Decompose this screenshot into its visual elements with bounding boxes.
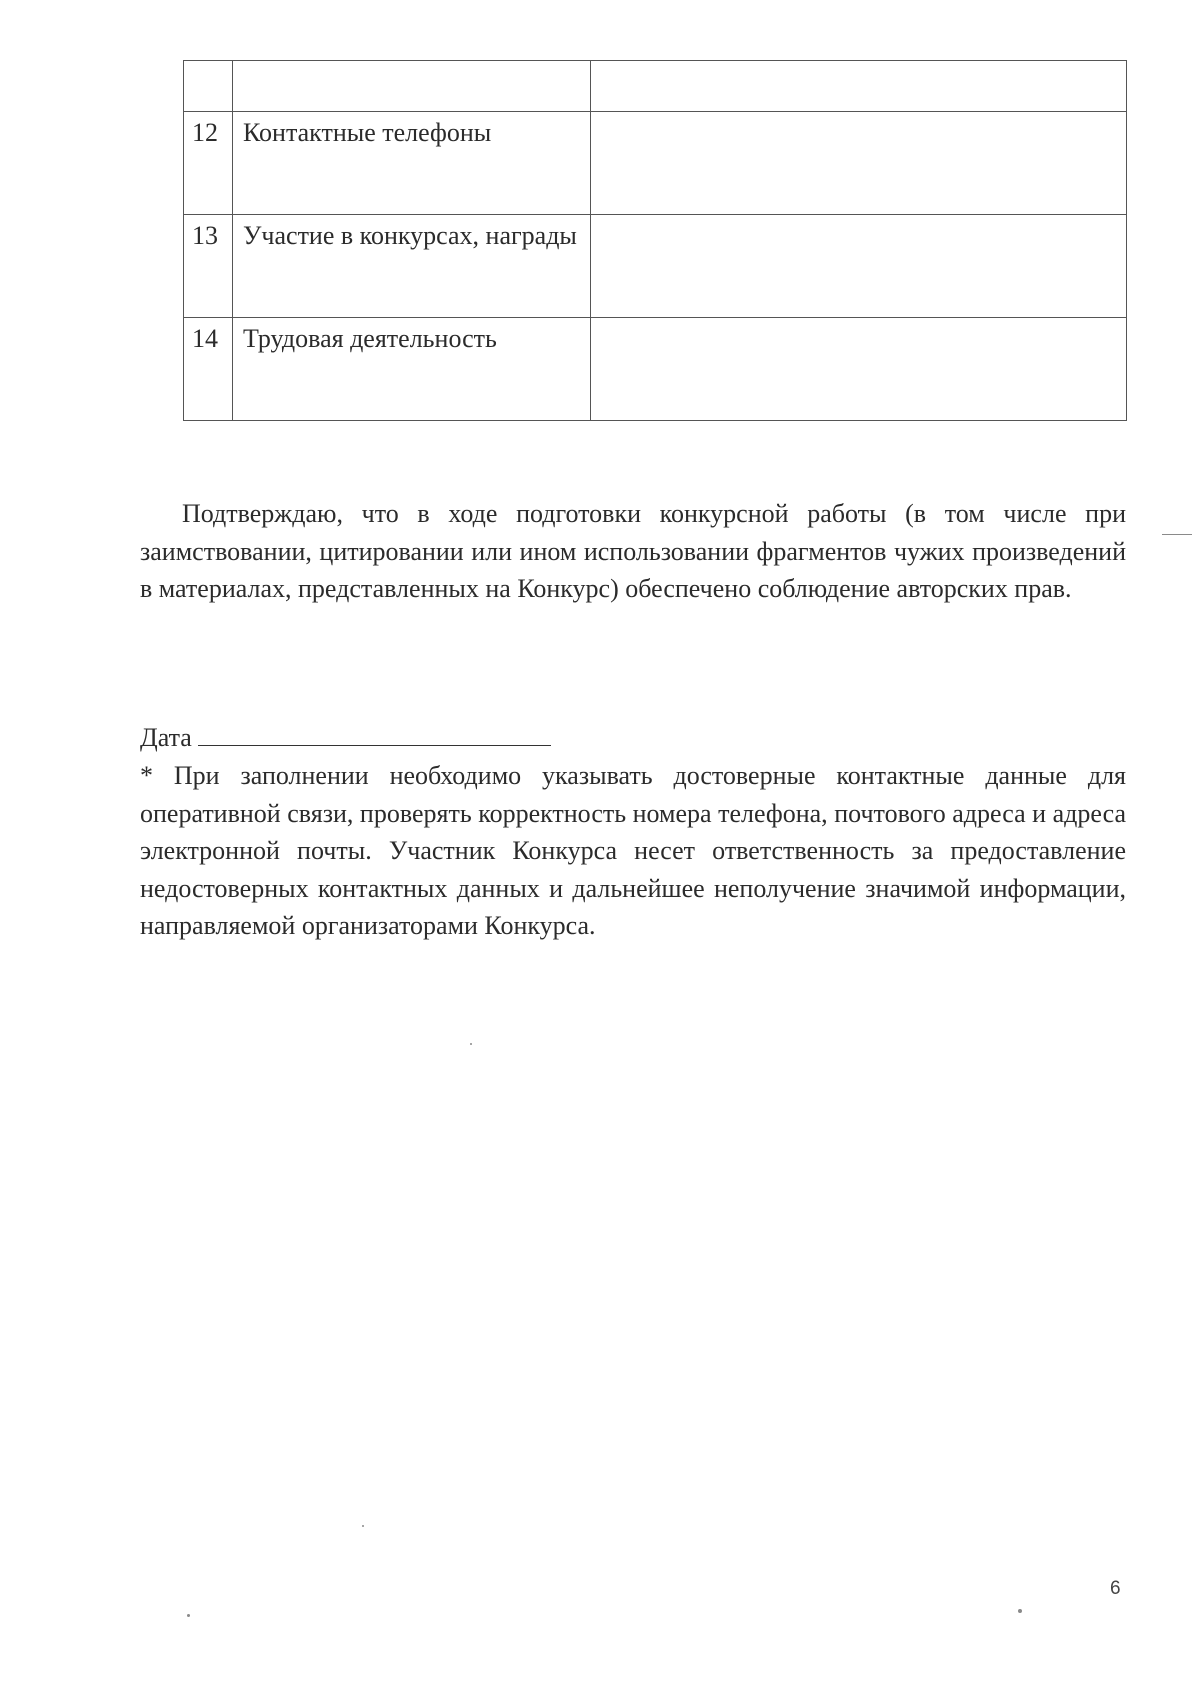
scan-speck: [1018, 1609, 1022, 1613]
row-number-cell: 12: [184, 112, 233, 215]
row-value-cell[interactable]: [591, 318, 1127, 421]
date-field: [140, 719, 551, 756]
table-row: [184, 318, 1127, 421]
row-number-cell: 13: [184, 215, 233, 318]
footnote-paragraph: * При заполнении необходимо указывать достоверные контактные данные для оперативной связи, проверять корректность номера телефона, почтового адреса и адреса электронной почты. Участник Конкурса несет ответственность за предоставление недостоверных контактных данных и дальнейшее неполучение значимой информации, направляемой организаторами Конкурса.: [140, 761, 1126, 940]
row-label-cell: [233, 61, 591, 112]
scan-speck: [1162, 534, 1192, 535]
row-label-cell: Трудовая деятельность: [233, 318, 591, 421]
copyright-confirmation-paragraph: Подтверждаю, что в ходе подготовки конкурсной работы (в том числе при заимствовании, цитировании или ином использовании фрагментов чужих произведений в материалах, представленных на Конкурс) обеспечено соблюдение авторских прав.: [140, 499, 1126, 603]
scan-speck: [187, 1614, 190, 1617]
applicant-info-table: [183, 60, 1127, 421]
row-value-cell[interactable]: [591, 61, 1127, 112]
row-value-cell[interactable]: [591, 112, 1127, 215]
table-row: [184, 215, 1127, 318]
row-label-cell: Участие в конкурсах, награды: [233, 215, 591, 318]
scan-speck: [470, 1043, 472, 1045]
date-blank-line[interactable]: [198, 719, 551, 746]
row-number-cell: [184, 61, 233, 112]
table-row: [184, 112, 1127, 215]
page-number: 6: [1110, 1578, 1121, 1599]
row-label-cell: Контактные телефоны: [233, 112, 591, 215]
table-row: [184, 61, 1127, 112]
scan-speck: [362, 1525, 364, 1527]
row-number-cell: 14: [184, 318, 233, 421]
row-value-cell[interactable]: [591, 215, 1127, 318]
date-label: Дата: [140, 723, 192, 752]
